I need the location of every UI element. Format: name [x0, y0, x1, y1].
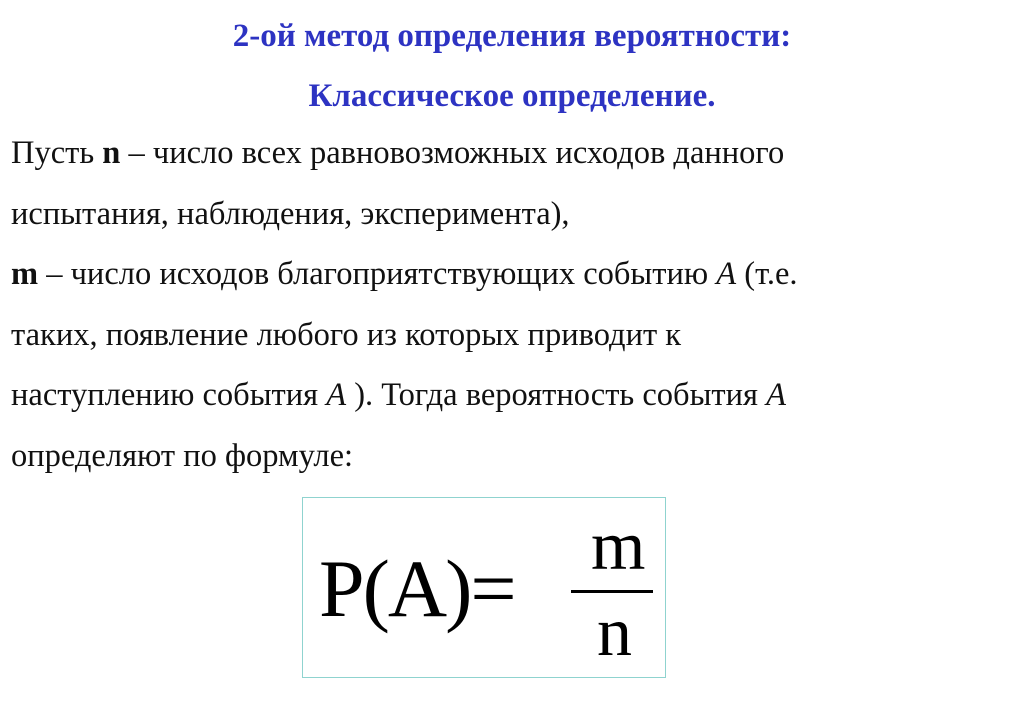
- text-fragment: – число всех равновозможных исходов данного: [120, 135, 785, 171]
- text-fragment: (т.е.: [736, 256, 798, 292]
- slide-title-line-1: 2-ой метод определения вероятности:: [232, 18, 792, 54]
- text-fragment: наступлению события: [11, 377, 327, 413]
- text-fragment: ). Тогда вероятность события: [346, 377, 767, 413]
- event-a: А: [716, 256, 737, 292]
- text-line-3: [11, 244, 1011, 305]
- text-fragment: Пусть: [11, 135, 103, 171]
- text-line-2: испытания, наблюдения, эксперимента),: [11, 195, 570, 232]
- fraction-denominator: n: [597, 594, 632, 671]
- fraction-bar: [571, 590, 653, 593]
- formula-lhs: P(A)=: [319, 543, 515, 634]
- text-line-5: [11, 365, 1011, 426]
- text-line-1: [11, 123, 1011, 184]
- text-line-6: определяют по формуле:: [11, 437, 354, 474]
- event-a: А: [766, 377, 786, 413]
- formula-box: [302, 497, 666, 678]
- slide-title-line-2: Классическое определение.: [308, 78, 716, 114]
- variable-m: m: [11, 256, 39, 292]
- definition-text: [11, 123, 1011, 486]
- variable-n: n: [102, 135, 121, 171]
- text-line-4: таких, появление любого из которых приводит к: [11, 316, 682, 353]
- text-fragment: – число исходов благоприятствующих событию: [38, 256, 717, 292]
- fraction-numerator: m: [591, 508, 646, 585]
- event-a: А: [326, 377, 347, 413]
